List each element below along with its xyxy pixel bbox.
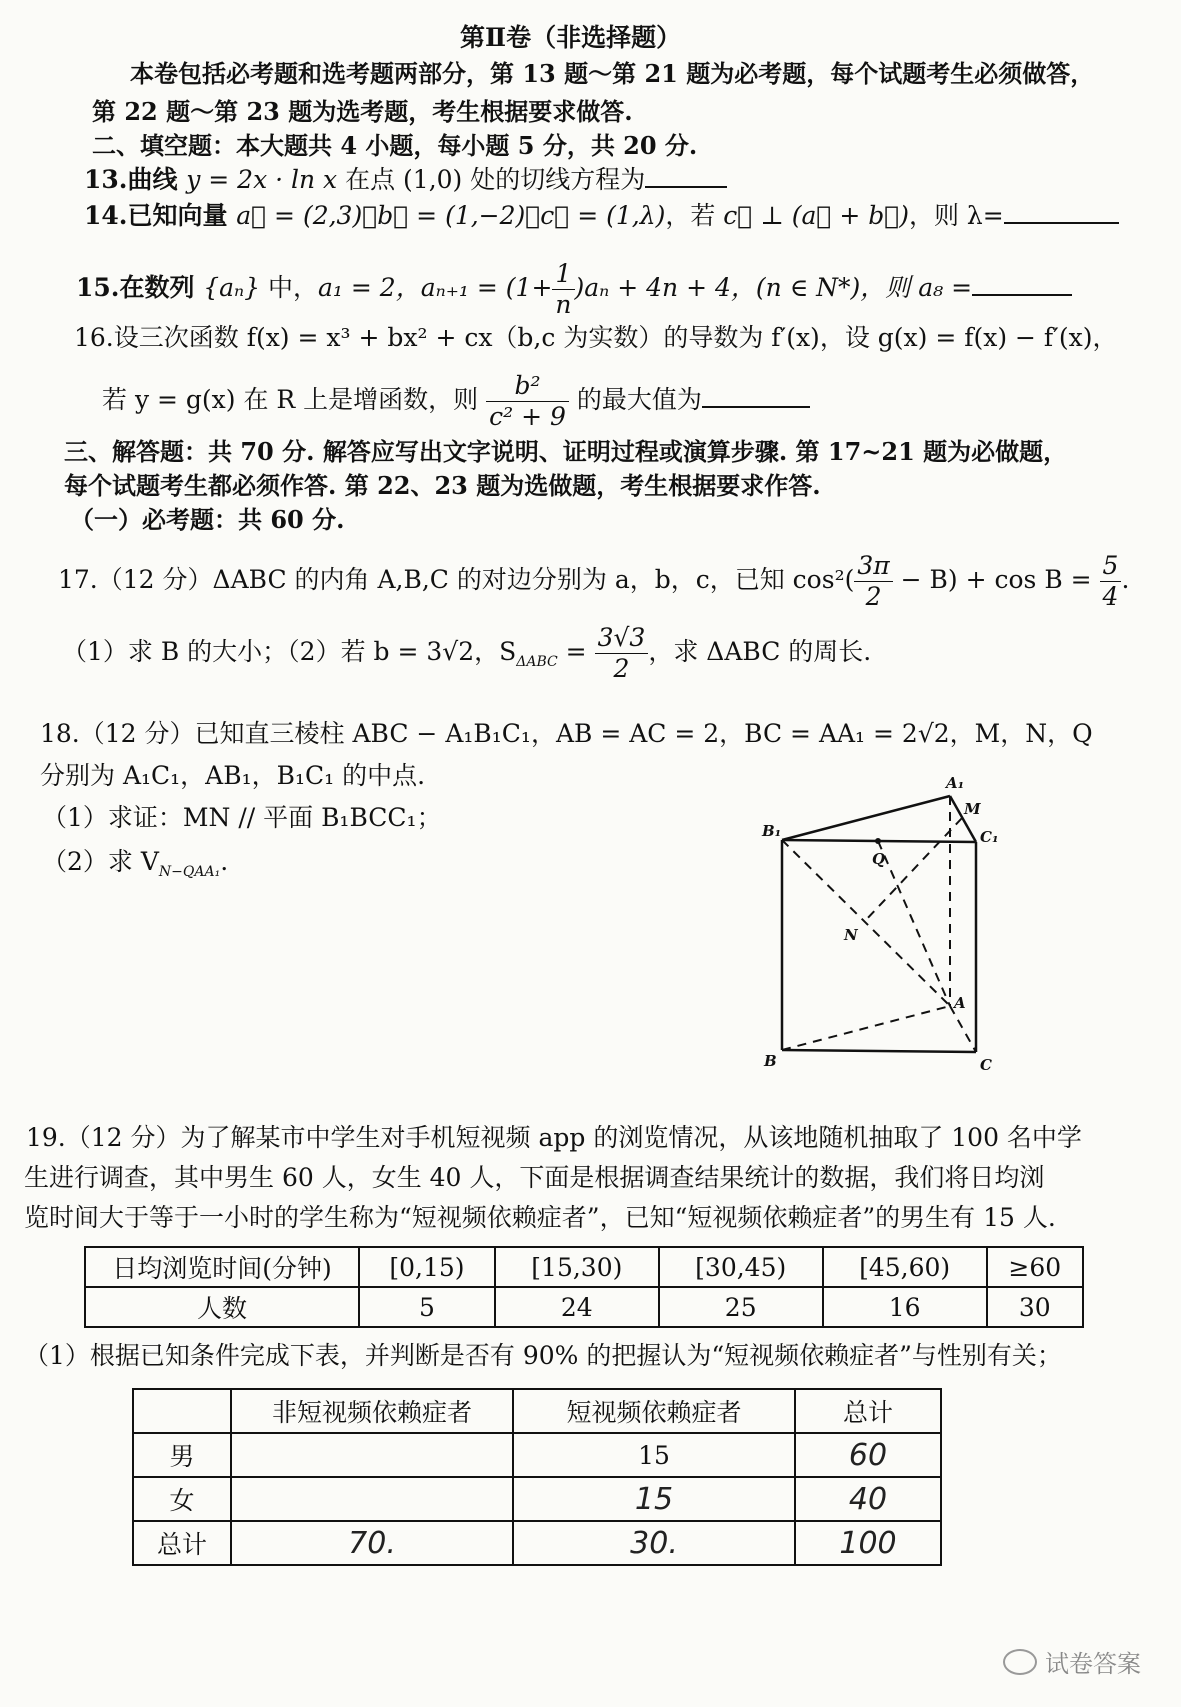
- question-19-part-1: （1）根据已知条件完成下表，并判断是否有 90% 的把握认为“短视频依赖症者”与性别有关；: [24, 1341, 1062, 1370]
- label-b1: B₁: [762, 822, 782, 840]
- table2-cell-non[interactable]: [231, 1477, 513, 1521]
- q17-fraction-1: [854, 551, 892, 612]
- intro-line-1: 本卷包括必考题和选考题两部分，第 13 题～第 21 题为必考题，每个试题考生必须做答，: [130, 59, 1095, 88]
- q17-text-e: =: [557, 637, 595, 666]
- question-14: [84, 200, 1119, 232]
- watermark: [1003, 1644, 1141, 1679]
- q16-text-a: 若 y = g(x) 在 R 上是增函数，则: [102, 385, 487, 414]
- label-c: C: [980, 1056, 992, 1074]
- table1-header-row: [85, 1247, 1083, 1287]
- q15-expr-1: a₁ = 2，aₙ₊₁ = (1+: [318, 273, 553, 302]
- question-19-line-2: 生进行调查，其中男生 60 人，女生 40 人，下面是根据调查结果统计的数据，我们将日均浏: [24, 1163, 1045, 1192]
- question-19-line-1: 19.（12 分）为了解某市中学生对手机短视频 app 的浏览情况，从该地随机抽取了 100 名中学: [26, 1123, 1082, 1152]
- q14-text-c: ，则 λ=: [908, 201, 1004, 230]
- q18-part2-text: （2）求 V: [42, 847, 159, 876]
- q18-volume-subscript: N−QAA₁: [158, 864, 221, 880]
- q15-text-b: 中，: [260, 273, 319, 302]
- q17-f3-num: 3√3: [595, 623, 649, 654]
- q14-vectors: a⃗ = (2,3)，b⃗ = (1,−2)，c⃗ = (1,λ): [236, 201, 666, 230]
- table1-count-row: [85, 1287, 1083, 1327]
- q16-text-b: 的最大值为: [568, 385, 702, 414]
- fill-in-heading: 二、填空题：本大题共 4 小题，每小题 5 分，共 20 分.: [92, 131, 698, 160]
- q17-f1-num: 3π: [854, 551, 892, 582]
- q16-answer-blank: [702, 384, 810, 408]
- table1-header-cell: [45,60): [823, 1247, 987, 1287]
- table1-header-cell: [15,30): [495, 1247, 659, 1287]
- table2-header-row: [133, 1389, 941, 1433]
- q16-frac-den: c² + 9: [489, 402, 566, 431]
- question-19-line-3: 览时间大于等于一小时的学生称为“短视频依赖症者”，已知“短视频依赖症者”的男生有 15 人.: [24, 1203, 1056, 1232]
- q17-text-c: .: [1121, 565, 1130, 594]
- q17-f3-den: 2: [613, 654, 630, 683]
- label-m: M: [964, 800, 981, 818]
- q17-text-a: 17.（12 分）ΔABC 的内角 A,B,C 的对边分别为 a，b，c，已知 cos²(: [58, 565, 855, 594]
- table2-header-cell: 总计: [795, 1389, 941, 1433]
- q15-frac-num: 1: [552, 259, 574, 290]
- label-a1: A₁: [946, 774, 965, 792]
- q16-frac-num: b²: [486, 371, 569, 402]
- q17-f2-num: 5: [1100, 551, 1122, 582]
- part-title: 第Ⅱ卷（非选择题）: [460, 23, 682, 52]
- table2-cell-non[interactable]: [231, 1433, 513, 1477]
- watermark-text: 试卷答案: [1045, 1650, 1141, 1678]
- table2-row-label: 总计: [133, 1521, 231, 1565]
- table2-cell-dep-handwritten: 30.: [513, 1521, 795, 1565]
- q14-answer-blank: [1004, 200, 1119, 224]
- question-15: [76, 258, 1072, 320]
- table1-header-cell: [0,15): [359, 1247, 495, 1287]
- solution-heading-1: 三、解答题：共 70 分. 解答应写出文字说明、证明过程或演算步骤. 第 17~21 题为必做题，: [64, 437, 1068, 466]
- q15-frac-den: n: [555, 290, 572, 319]
- contingency-table: [132, 1388, 942, 1566]
- question-17-line-2: [62, 620, 871, 694]
- table2-header-cell: 短视频依赖症者: [513, 1389, 795, 1433]
- q15-answer-blank: [972, 272, 1072, 296]
- q15-text-a: 15.在数列: [76, 273, 204, 302]
- q18-part2-end: .: [220, 847, 229, 876]
- question-16-line-1: 16.设三次函数 f(x) = x³ + bx² + cx（b,c 为实数）的导数为 f′(x)，设 g(x) = f(x) − f′(x)，: [74, 323, 1118, 352]
- table2-cell-total-handwritten: 100: [795, 1521, 941, 1565]
- q15-sequence: {aₙ}: [203, 273, 261, 302]
- q17-fraction-3: [595, 623, 649, 684]
- wechat-icon: [1003, 1649, 1037, 1675]
- q17-text-b: − B) + cos B =: [892, 565, 1100, 594]
- question-17-line-1: [58, 548, 1129, 612]
- label-c1: C₁: [980, 828, 999, 846]
- table2-cell-dep: 15: [513, 1433, 795, 1477]
- q17-f2-den: 4: [1102, 582, 1119, 611]
- q13-expression: y = 2x · ln x: [186, 165, 338, 194]
- table1-header-cell: 日均浏览时间(分钟): [85, 1247, 359, 1287]
- table2-row-total: [133, 1521, 941, 1565]
- q16-fraction: [486, 371, 569, 432]
- q17-text-f: ，求 ΔABC 的周长.: [648, 637, 872, 666]
- label-b: B: [764, 1052, 777, 1070]
- table2-cell-non-handwritten: 70.: [231, 1521, 513, 1565]
- table2-row-label: 女: [133, 1477, 231, 1521]
- table1-header-cell: [30,45): [659, 1247, 823, 1287]
- question-13: [84, 164, 727, 196]
- q17-f1-den: 2: [865, 582, 882, 611]
- q13-text-b: 在点 (1,0) 处的切线方程为: [337, 165, 646, 194]
- table1-value-cell: 24: [495, 1287, 659, 1327]
- point-q-marker: [875, 838, 881, 844]
- q17-area-subscript: ΔABC: [516, 654, 558, 670]
- q15-expr-2: )aₙ + 4n + 4，(n ∈ N*)，则 a₈ =: [574, 273, 973, 302]
- question-18-line-1: 18.（12 分）已知直三棱柱 ABC − A₁B₁C₁，AB = AC = 2，BC = AA₁ = 2√2，M，N，Q: [40, 719, 1093, 748]
- q14-text-a: 14.已知向量: [84, 201, 237, 230]
- question-18-line-2: 分别为 A₁C₁，AB₁，B₁C₁ 的中点.: [40, 761, 426, 790]
- q17-fraction-2: [1100, 551, 1122, 612]
- required-subheading: （一）必考题：共 60 分.: [70, 505, 345, 534]
- table2-cell-total-handwritten: 40: [795, 1477, 941, 1521]
- prism-figure: [740, 770, 1040, 1090]
- table1-header-cell: ≥60: [987, 1247, 1083, 1287]
- table2-row-label: 男: [133, 1433, 231, 1477]
- q14-condition: c⃗ ⊥ (a⃗ + b⃗): [723, 201, 909, 230]
- table1-value-cell: 5: [359, 1287, 495, 1327]
- q17-text-d: （1）求 B 的大小；（2）若 b = 3√2，S: [62, 637, 517, 666]
- table2-header-cell: [133, 1389, 231, 1433]
- table1-value-cell: 30: [987, 1287, 1083, 1327]
- table2-cell-dep-handwritten: 15: [513, 1477, 795, 1521]
- table2-cell-total-handwritten: 60: [795, 1433, 941, 1477]
- browsing-time-table: [84, 1246, 1084, 1328]
- table1-value-cell: 25: [659, 1287, 823, 1327]
- table1-row-label: 人数: [85, 1287, 359, 1327]
- table2-header-cell: 非短视频依赖症者: [231, 1389, 513, 1433]
- question-18-part-1: （1）求证：MN // 平面 B₁BCC₁；: [42, 803, 442, 832]
- question-16-line-2: [102, 368, 810, 432]
- q13-text-a: 13.曲线: [84, 165, 187, 194]
- table1-value-cell: 16: [823, 1287, 987, 1327]
- label-q: Q: [872, 850, 886, 868]
- prism-hidden-edges: [782, 796, 976, 1052]
- q15-fraction: [552, 259, 574, 320]
- q14-text-b: ，若: [665, 201, 724, 230]
- intro-line-2: 第 22 题～第 23 题为选考题，考生根据要求做答.: [92, 97, 633, 126]
- label-a: A: [954, 994, 966, 1012]
- label-n: N: [844, 926, 858, 944]
- solution-heading-2: 每个试题考生都必须作答. 第 22、23 题为选做题，考生根据要求作答.: [64, 471, 821, 500]
- q13-answer-blank: [645, 164, 727, 188]
- question-18-part-2: [42, 846, 228, 888]
- table2-row-female: [133, 1477, 941, 1521]
- table2-row-male: [133, 1433, 941, 1477]
